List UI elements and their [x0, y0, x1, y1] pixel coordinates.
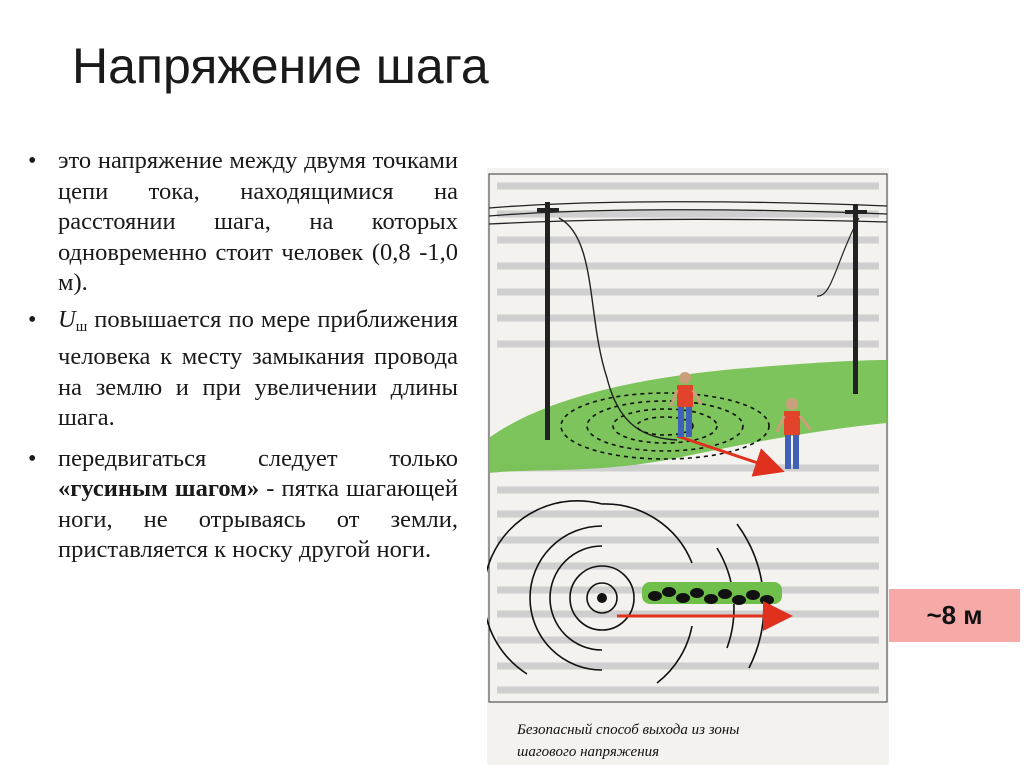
bullet-definition-text: это напряжение между двумя точками цепи тока, находящимися на расстоянии шага, на которых одновременно стоит человек (0,8 -1,0 м).: [58, 147, 458, 296]
bullet-goose-text-pre: передвигаться следует только: [58, 444, 458, 472]
pole-right-crossbar: [845, 210, 867, 214]
bullet-goose-text-post: - пятка шагающей ноги, не отрываясь от земли, приставляется к носку другой ноги.: [58, 475, 458, 563]
voltage-subscript: ш: [75, 318, 88, 335]
bullet-definition: [28, 146, 458, 299]
bullet-goose-step: [28, 444, 458, 566]
figure-caption-line1: Безопасный способ выхода из зоны: [517, 722, 740, 738]
bullet-voltage-text: повышается по мере приближения человека к месту замыкания провода на землю и при увеличении длины шага.: [58, 305, 458, 431]
voltage-symbol: U: [58, 305, 76, 333]
pole-left-crossbar: [537, 208, 559, 212]
bullet-goose-bold: «гусиным шагом»: [58, 475, 260, 502]
fault-point: [597, 593, 607, 603]
bullet-voltage-increase: [28, 305, 458, 434]
slide-title: Напряжение шага: [72, 38, 489, 94]
distance-badge: ~8 м: [889, 589, 1020, 642]
step-voltage-illustration: [487, 168, 889, 765]
pole-right: [853, 204, 858, 394]
bullet-list: [28, 146, 458, 572]
pole-left: [545, 202, 550, 440]
figure-caption-line2: шагового напряжения: [517, 744, 660, 760]
